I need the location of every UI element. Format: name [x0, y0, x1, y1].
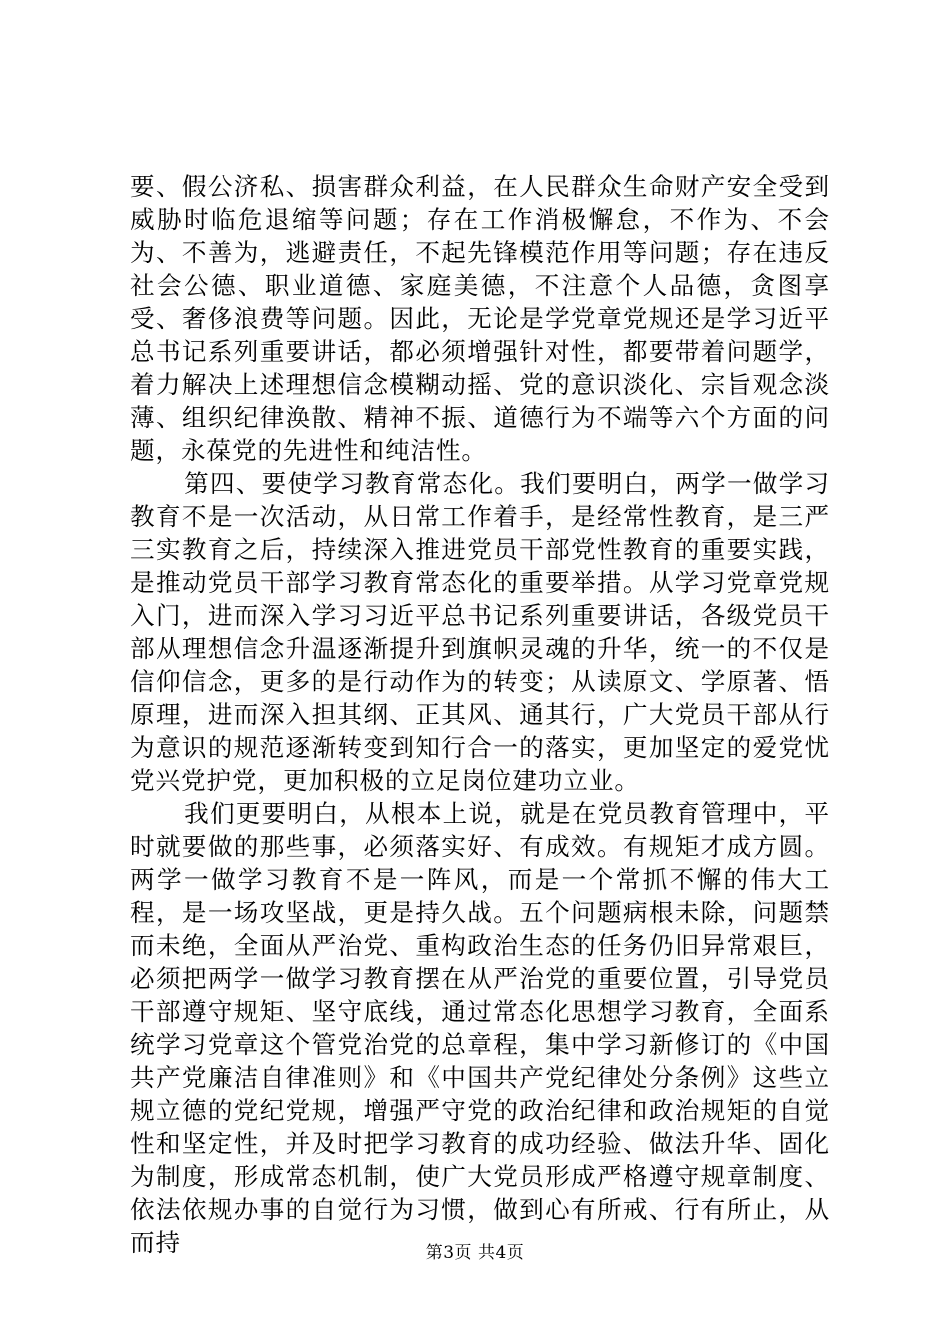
paragraph-understanding: 我们更要明白，从根本上说，就是在党员教育管理中，平时就要做的那些事，必须落实好、有成效。有规矩才成方圆。两学一做学习教育不是一阵风，而是一个常抓不懈的伟大工程，是一场攻坚战，更是持久战。五个问题病根未除，问题禁而未绝，全面从严治党、重构政治生态的任务仍旧异常艰巨，必须把两学一做学习教育摆在从严治党的重要位置，引导党员干部遵守规矩、坚守底线，通过常态化思想学习教育，全面系统学习党章这个管党治党的总章程，集中学习新修订的《中国共产党廉洁自律准则》和《中国共产党纪律处分条例》这些立规立德的党纪党规，增强严守党的政治纪律和政治规矩的自觉性和坚定性，并及时把学习教育的成功经验、做法升华、固化为制度，形成常态机制，使广大党员形成严格遵守规章制度、依法依规办事的自觉行为习惯，做到心有所戒、行有所止，从而持 [130, 799, 830, 1257]
page-number: 第3页 共4页 [425, 1243, 525, 1263]
document-body [130, 170, 830, 1259]
paragraph-fourth-point: 第四、要使学习教育常态化。我们要明白，两学一做学习教育不是一次活动，从日常工作着手，是经常性教育，是三严三实教育之后，持续深入推进党员干部党性教育的重要实践，是推动党员干部学习教育常态化的重要举措。从学习党章党规入门，进而深入学习习近平总书记系列重要讲话，各级党员干部从理想信念升温逐渐提升到旗帜灵魂的升华，统一的不仅是信仰信念，更多的是行动作为的转变；从读原文、学原著、悟原理，进而深入担其纲、正其风、通其行，广大党员干部从行为意识的规范逐渐转变到知行合一的落实，更加坚定的爱党忧党兴党护党，更加积极的立足岗位建功立业。 [130, 469, 830, 795]
paragraph-continuation: 要、假公济私、损害群众利益，在人民群众生命财产安全受到威胁时临危退缩等问题；存在工作消极懈怠，不作为、不会为、不善为，逃避责任，不起先锋模范作用等问题；存在违反社会公德、职业道德、家庭美德，不注意个人品德，贪图享受、奢侈浪费等问题。因此，无论是学党章党规还是学习近平总书记系列重要讲话，都必须增强针对性，都要带着问题学，着力解决上述理想信念模糊动摇、党的意识淡化、宗旨观念淡薄、组织纪律涣散、精神不振、道德行为不端等六个方面的问题，永葆党的先进性和纯洁性。 [130, 172, 830, 465]
page-footer [0, 1242, 950, 1264]
